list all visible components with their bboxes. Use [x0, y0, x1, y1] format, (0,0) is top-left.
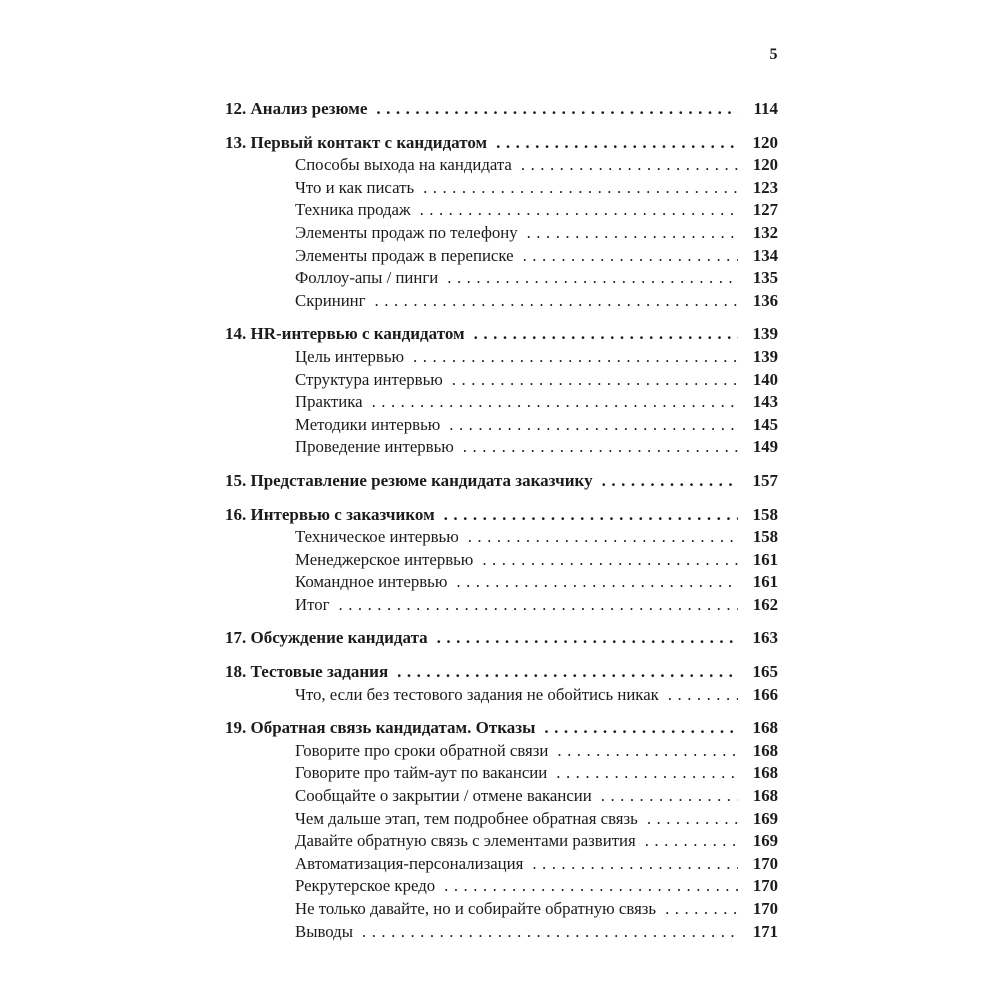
- toc-subsection-label: Цель интервью: [295, 346, 405, 366]
- dot-leader: [452, 369, 738, 392]
- dot-leader: [645, 830, 738, 853]
- toc-subsection-row: [225, 898, 778, 921]
- toc-subsection-label: Проведение интервью: [295, 437, 454, 457]
- dot-leader: [375, 290, 738, 313]
- dot-leader: [601, 785, 738, 808]
- dot-leader: [468, 526, 738, 549]
- toc-entry-page-number: 140: [752, 369, 778, 389]
- toc-chapter-label: 19. Обратная связь кандидатам. Отказы: [225, 718, 536, 738]
- toc-entry-page-number: 168: [752, 718, 778, 738]
- toc-entry-page-number: 145: [752, 414, 778, 434]
- toc-subsection-label: Чем дальше этап, тем подробнее обратная связь: [295, 808, 638, 828]
- toc-subsection-label: Выводы: [295, 921, 353, 941]
- toc-chapter-label: 17. Обсуждение кандидата: [225, 628, 428, 648]
- toc-subsection-label: Техническое интервью: [295, 527, 459, 547]
- toc-subsection-row: [225, 526, 778, 549]
- toc-entry-page-number: 169: [752, 831, 778, 851]
- toc-chapter-label: 12. Анализ резюме: [225, 99, 368, 118]
- page-number: 5: [769, 46, 778, 63]
- toc-subsection-label: Методики интервью: [295, 414, 441, 434]
- toc-subsection-row: [225, 762, 778, 785]
- dot-leader: [413, 346, 738, 369]
- toc-chapter-row: [225, 661, 778, 684]
- toc-subsection-row: [225, 414, 778, 437]
- toc-subsection-row: [225, 549, 778, 572]
- toc-subsection-row: [225, 921, 778, 944]
- dot-leader: [532, 853, 738, 876]
- dot-leader: [449, 414, 738, 437]
- toc-subsection-row: [225, 853, 778, 876]
- toc-entry-page-number: 161: [752, 572, 778, 592]
- dot-leader: [447, 267, 738, 290]
- toc-subsection-label: Говорите про сроки обратной связи: [295, 740, 549, 760]
- dot-leader: [456, 571, 738, 594]
- toc-entry-page-number: 143: [752, 392, 778, 412]
- toc-entry-page-number: 158: [752, 527, 778, 547]
- toc-chapter-row: [225, 132, 778, 155]
- dot-leader: [444, 504, 738, 527]
- dot-leader: [423, 177, 738, 200]
- toc-subsection-row: [225, 222, 778, 245]
- toc-subsection-row: [225, 346, 778, 369]
- toc-subsection-label: Давайте обратную связь с элементами развития: [295, 831, 636, 851]
- toc-chapter-label: 14. HR-интервью с кандидатом: [225, 324, 465, 344]
- dot-leader: [523, 245, 738, 268]
- toc-entry-page-number: 162: [752, 594, 778, 614]
- toc-entry-page-number: 166: [752, 684, 778, 704]
- toc-chapter-row: [225, 98, 778, 121]
- toc-subsection-label: Что, если без тестового задания не обойтись никак: [295, 684, 659, 704]
- toc-subsection-label: Рекрутерское кредо: [295, 876, 436, 896]
- toc-entry-page-number: 134: [752, 245, 778, 265]
- dot-leader: [602, 470, 738, 493]
- toc-entry-page-number: 158: [752, 504, 778, 524]
- toc-entry-page-number: 168: [752, 786, 778, 806]
- dot-leader: [527, 222, 738, 245]
- toc-entry-page-number: 157: [752, 470, 778, 490]
- toc-subsection-row: [225, 391, 778, 414]
- toc-entry-page-number: 139: [752, 324, 778, 344]
- toc-entry-page-number: 170: [752, 899, 778, 918]
- toc-entry-page-number: 168: [752, 763, 778, 783]
- toc-subsection-row: [225, 436, 778, 459]
- toc-entry-page-number: 165: [752, 662, 778, 682]
- dot-leader: [420, 199, 738, 222]
- toc-chapter-row: [225, 323, 778, 346]
- toc-chapter-row: [225, 717, 778, 740]
- dot-leader: [339, 594, 738, 617]
- toc-entry-page-number: 170: [752, 876, 778, 896]
- toc-subsection-label: Фоллоу-апы / пинги: [295, 268, 439, 288]
- toc-entry-page-number: 170: [752, 853, 778, 873]
- toc-entry-page-number: 120: [752, 155, 778, 175]
- toc-entry-page-number: 161: [752, 549, 778, 569]
- toc-subsection-row: [225, 369, 778, 392]
- toc-subsection-row: [225, 267, 778, 290]
- toc-subsection-label: Практика: [295, 392, 363, 412]
- dot-leader: [668, 684, 738, 707]
- toc-entry-page-number: 169: [752, 808, 778, 828]
- toc-subsection-row: [225, 875, 778, 898]
- toc-chapter-row: [225, 504, 778, 527]
- toc-entry-page-number: 139: [752, 346, 778, 366]
- toc-subsection-label: Командное интервью: [295, 572, 448, 592]
- toc-subsection-label: Способы выхода на кандидата: [295, 155, 512, 175]
- toc-subsection-label: Что и как писать: [295, 177, 415, 197]
- toc-chapter-row: [225, 627, 778, 650]
- table-of-contents: [225, 98, 778, 943]
- toc-entry-page-number: 163: [752, 628, 778, 648]
- toc-subsection-label: Элементы продаж по телефону: [295, 222, 518, 242]
- dot-leader: [376, 98, 738, 121]
- dot-leader: [482, 549, 738, 572]
- dot-leader: [397, 661, 738, 684]
- toc-subsection-label: Скрининг: [295, 290, 366, 310]
- toc-subsection-row: [225, 177, 778, 200]
- toc-subsection-row: [225, 199, 778, 222]
- toc-chapter-label: 18. Тестовые задания: [225, 662, 389, 682]
- toc-subsection-row: [225, 154, 778, 177]
- toc-subsection-label: Не только давайте, но и собирайте обратную связь: [295, 899, 657, 918]
- toc-chapter-row: [225, 470, 778, 493]
- toc-entry-page-number: 123: [752, 177, 778, 197]
- dot-leader: [463, 436, 738, 459]
- toc-entry-page-number: 120: [752, 132, 778, 152]
- toc-subsection-row: [225, 830, 778, 853]
- toc-subsection-row: [225, 594, 778, 617]
- toc-entry-page-number: 171: [752, 921, 778, 941]
- toc-subsection-row: [225, 808, 778, 831]
- toc-subsection-row: [225, 785, 778, 808]
- toc-entry-page-number: 135: [752, 268, 778, 288]
- toc-subsection-label: Автоматизация-персонализация: [295, 853, 524, 873]
- toc-entry-page-number: 127: [752, 200, 778, 220]
- dot-leader: [372, 391, 738, 414]
- dot-leader: [647, 808, 738, 831]
- toc-chapter-label: 13. Первый контакт с кандидатом: [225, 132, 488, 152]
- toc-subsection-row: [225, 740, 778, 763]
- dot-leader: [556, 762, 738, 785]
- toc-subsection-label: Структура интервью: [295, 369, 443, 389]
- toc-subsection-label: Техника продаж: [295, 200, 411, 220]
- dot-leader: [521, 154, 738, 177]
- toc-entry-page-number: 132: [752, 222, 778, 242]
- toc-subsection-label: Элементы продаж в переписке: [295, 245, 514, 265]
- dot-leader: [665, 898, 738, 921]
- dot-leader: [362, 921, 738, 944]
- dot-leader: [496, 132, 738, 155]
- toc-chapter-label: 15. Представление резюме кандидата заказчику: [225, 470, 593, 490]
- toc-entry-page-number: 168: [752, 740, 778, 760]
- dot-leader: [544, 717, 738, 740]
- toc-subsection-label: Менеджерское интервью: [295, 549, 474, 569]
- dot-leader: [437, 627, 738, 650]
- toc-entry-page-number: 149: [752, 437, 778, 457]
- dot-leader: [474, 323, 738, 346]
- toc-subsection-row: [225, 571, 778, 594]
- dot-leader: [557, 740, 738, 763]
- toc-entry-page-number: 114: [753, 99, 778, 118]
- toc-subsection-row: [225, 245, 778, 268]
- toc-subsection-row: [225, 290, 778, 313]
- toc-subsection-label: Сообщайте о закрытии / отмене вакансии: [295, 786, 592, 806]
- toc-subsection-label: Говорите про тайм-аут по вакансии: [295, 763, 548, 783]
- dot-leader: [444, 875, 738, 898]
- toc-entry-page-number: 136: [752, 290, 778, 310]
- toc-subsection-row: [225, 684, 778, 707]
- toc-chapter-label: 16. Интервью с заказчиком: [225, 504, 435, 524]
- toc-subsection-label: Итог: [295, 594, 330, 614]
